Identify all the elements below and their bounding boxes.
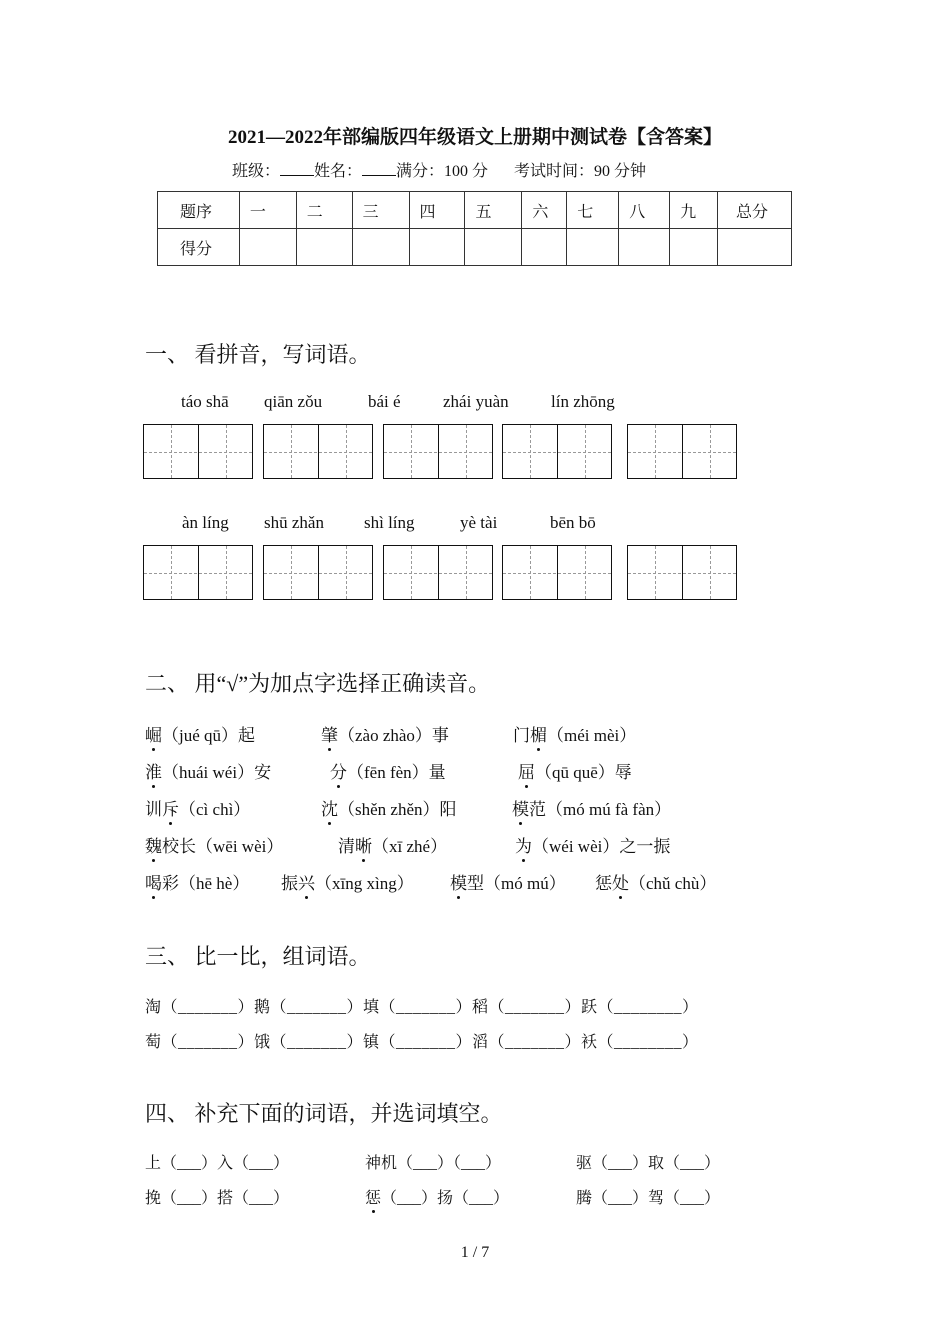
score-header-cell: 题序 [158,192,240,229]
pinyin-label: táo shā [181,392,229,411]
info-line [232,158,646,181]
writing-grid[interactable] [627,545,737,600]
score-cell[interactable] [522,229,567,266]
score-label: 满分：100 分 [396,163,489,180]
pinyin-label: shū zhǎn [264,513,324,532]
pinyin-label: àn líng [182,513,229,532]
score-cell[interactable] [352,229,409,266]
section4-heading: 四、 补充下面的词语，并选词填空。 [145,1101,503,1126]
section3-heading: 三、 比一比，组词语。 [145,944,371,969]
reading-item[interactable]: 振兴（xīng xìng） [281,874,414,893]
score-header-cell: 六 [522,192,567,229]
reading-item[interactable]: 分（fēn fèn）量 [330,763,446,782]
idiom-fill[interactable]: 挽（___）搭（___） [145,1190,290,1207]
score-header-cell: 四 [409,192,465,229]
name-blank[interactable] [362,161,396,176]
section2-heading: 二、 用“√”为加点字选择正确读音。 [145,671,491,696]
writing-grid[interactable] [502,545,612,600]
name-label: 姓名： [314,163,363,180]
score-header-cell: 一 [239,192,296,229]
compare-row-2[interactable]: 萄（_______）饿（_______）镇（_______）滔（_______）袄（________） [145,1034,699,1051]
score-header-cell: 九 [670,192,718,229]
writing-grid[interactable] [263,424,373,479]
reading-item[interactable]: 惩处（chǔ chù） [595,874,717,893]
score-header-cell: 总分 [718,192,792,229]
reading-item[interactable]: 模型（mó mú） [450,874,566,893]
reading-item[interactable]: 门楣（méi mèi） [513,726,637,745]
pinyin-label: qiān zǒu [264,392,323,411]
idiom-fill[interactable]: 神机（___）（___） [365,1155,502,1172]
pinyin-label: bái é [368,392,401,411]
time-label: 考试时间：90 分钟 [514,163,647,180]
reading-item[interactable]: 训斥（cì chì） [145,800,251,819]
score-header-cell: 二 [296,192,352,229]
writing-grid[interactable] [263,545,373,600]
reading-item[interactable]: 模范（mó mú fà fàn） [512,800,672,819]
idiom-fill[interactable]: 腾（___）驾（___） [576,1190,721,1207]
score-header-cell: 八 [619,192,670,229]
score-cell[interactable] [567,229,619,266]
writing-grid[interactable] [383,545,493,600]
writing-grid[interactable] [143,424,253,479]
score-cell[interactable] [239,229,296,266]
idiom-fill[interactable]: 上（___）入（___） [145,1155,290,1172]
reading-item[interactable]: 喝彩（hē hè） [145,874,250,893]
compare-row-1[interactable]: 淘（_______）鹅（_______）填（_______）稻（_______）跃（________） [145,999,699,1016]
reading-item[interactable]: 淮（huái wéi）安 [145,763,272,782]
writing-grid[interactable] [627,424,737,479]
class-label: 班级： [232,163,281,180]
idiom-fill[interactable]: 惩（___）扬（___） [365,1190,510,1207]
reading-item[interactable]: 肇（zào zhào）事 [321,726,449,745]
reading-item[interactable]: 沈（shěn zhěn）阳 [321,800,457,819]
score-cell[interactable] [670,229,718,266]
pinyin-label: bēn bō [550,513,596,532]
score-value-row [158,229,792,266]
idiom-fill[interactable]: 驱（___）取（___） [576,1155,721,1172]
reading-item[interactable]: 魏校长（wēi wèi） [145,837,284,856]
score-cell[interactable] [409,229,465,266]
section1-heading: 一、 看拼音，写词语。 [145,342,371,367]
reading-item[interactable]: 清晰（xī zhé） [338,837,448,856]
score-header-row [158,192,792,229]
pinyin-label: zhái yuàn [443,392,509,411]
writing-grid[interactable] [383,424,493,479]
writing-grid[interactable] [143,545,253,600]
writing-grid[interactable] [502,424,612,479]
pinyin-label: yè tài [460,513,498,532]
score-header-cell: 七 [567,192,619,229]
pinyin-label: lín zhōng [551,392,615,411]
score-row-label: 得分 [158,229,240,266]
score-cell[interactable] [465,229,522,266]
score-table [157,191,792,266]
reading-item[interactable]: 屈（qū quē）辱 [518,763,632,782]
reading-item[interactable]: 为（wéi wèi）之一振 [515,837,671,856]
score-header-cell: 三 [352,192,409,229]
reading-item[interactable]: 崛（jué qū）起 [145,726,256,745]
score-cell[interactable] [718,229,792,266]
pinyin-label: shì líng [364,513,415,532]
score-header-cell: 五 [465,192,522,229]
page-number: 1 / 7 [460,1244,490,1261]
class-blank[interactable] [280,161,314,176]
score-cell[interactable] [296,229,352,266]
page-title: 2021—2022年部编版四年级语文上册期中测试卷【含答案】 [227,127,722,148]
score-cell[interactable] [619,229,670,266]
